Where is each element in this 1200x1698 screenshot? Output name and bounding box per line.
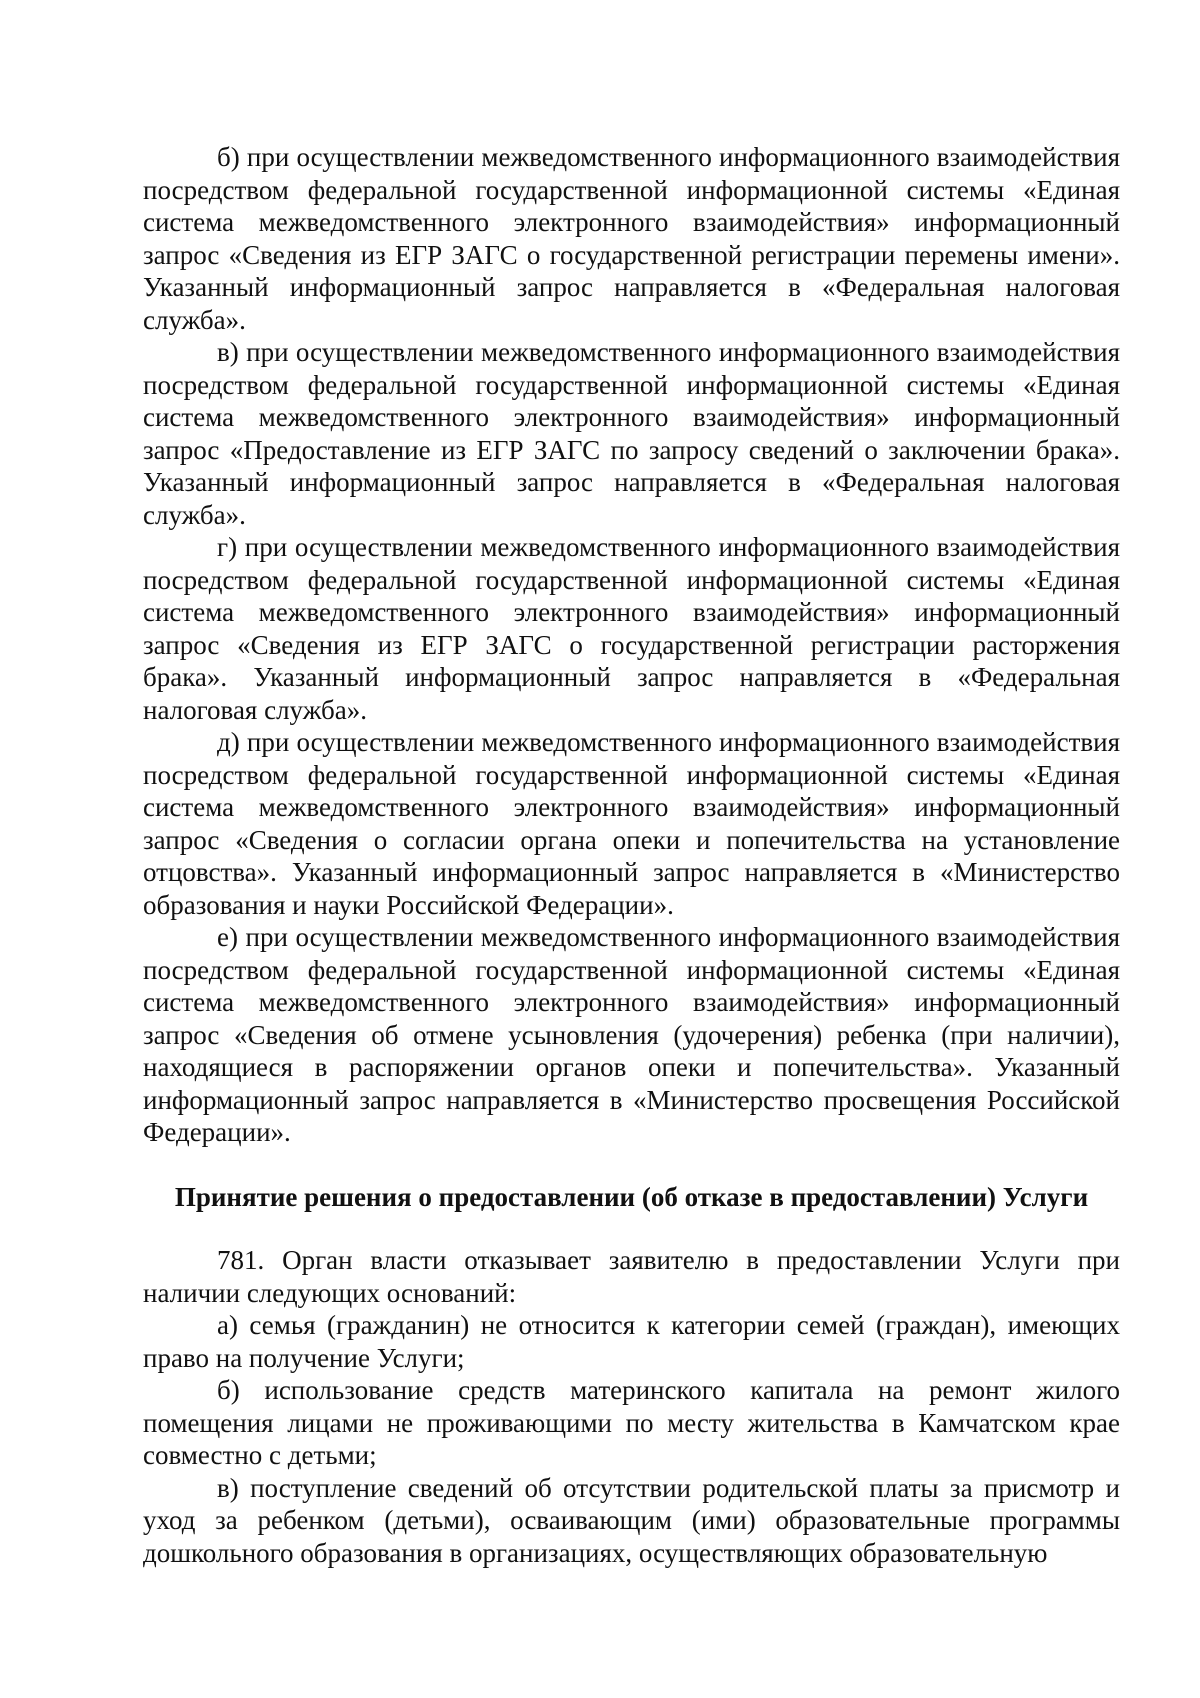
paragraph-item-e: е) при осуществлении межведомственного информационного взаимодействия посредством федеральной государственной информационной системы «Единая система межведомственного электронного взаимодействия» информационный запрос «Сведения об отмене усыновления (удочерения) ребенка (при наличии), находящиеся в распоряжении органов опеки и попечительства». Указанный информационный запрос направляется в «Министерство просвещения Российской Федерации».	[143, 922, 1120, 1147]
paragraph-item-b: б) при осуществлении межведомственного информационного взаимодействия посредством федеральной государственной информационной системы «Единая система межведомственного электронного взаимодействия» информационный запрос «Сведения из ЕГР ЗАГС о государственной регистрации перемены имени». Указанный информационный запрос направляется в «Федеральная налоговая служба».	[143, 142, 1120, 335]
document-page	[143, 141, 1120, 1569]
paragraph-781-a: а) семья (гражданин) не относится к категории семей (граждан), имеющих право на получение Услуги;	[143, 1310, 1120, 1373]
paragraph-item-g: г) при осуществлении межведомственного информационного взаимодействия посредством федеральной государственной информационной системы «Единая система межведомственного электронного взаимодействия» информационный запрос «Сведения из ЕГР ЗАГС о государственной регистрации расторжения брака». Указанный информационный запрос направляется в «Федеральная налоговая служба».	[143, 532, 1120, 725]
paragraph-item-v: в) при осуществлении межведомственного информационного взаимодействия посредством федеральной государственной информационной системы «Единая система межведомственного электронного взаимодействия» информационный запрос «Предоставление из ЕГР ЗАГС по запросу сведений о заключении брака». Указанный информационный запрос направляется в «Федеральная налоговая служба».	[143, 337, 1120, 530]
section-heading: Принятие решения о предоставлении (об отказе в предоставлении) Услуги	[174, 1181, 1089, 1212]
paragraph-781-b: б) использование средств материнского капитала на ремонт жилого помещения лицами не проживающими по месту жительства в Камчатском крае совместно с детьми;	[143, 1375, 1120, 1470]
paragraph-item-d: д) при осуществлении межведомственного информационного взаимодействия посредством федеральной государственной информационной системы «Единая система межведомственного электронного взаимодействия» информационный запрос «Сведения о согласии органа опеки и попечительства на установление отцовства». Указанный информационный запрос направляется в «Министерство образования и науки Российской Федерации».	[143, 727, 1120, 920]
paragraph-781: 781. Орган власти отказывает заявителю в предоставлении Услуги при наличии следующих оснований:	[143, 1245, 1120, 1308]
paragraph-781-v: в) поступление сведений об отсутствии родительской платы за присмотр и уход за ребенком (детьми), осваивающим (ими) образовательные программы дошкольного образования в организациях, осуществляющих образовательную	[143, 1472, 1120, 1568]
